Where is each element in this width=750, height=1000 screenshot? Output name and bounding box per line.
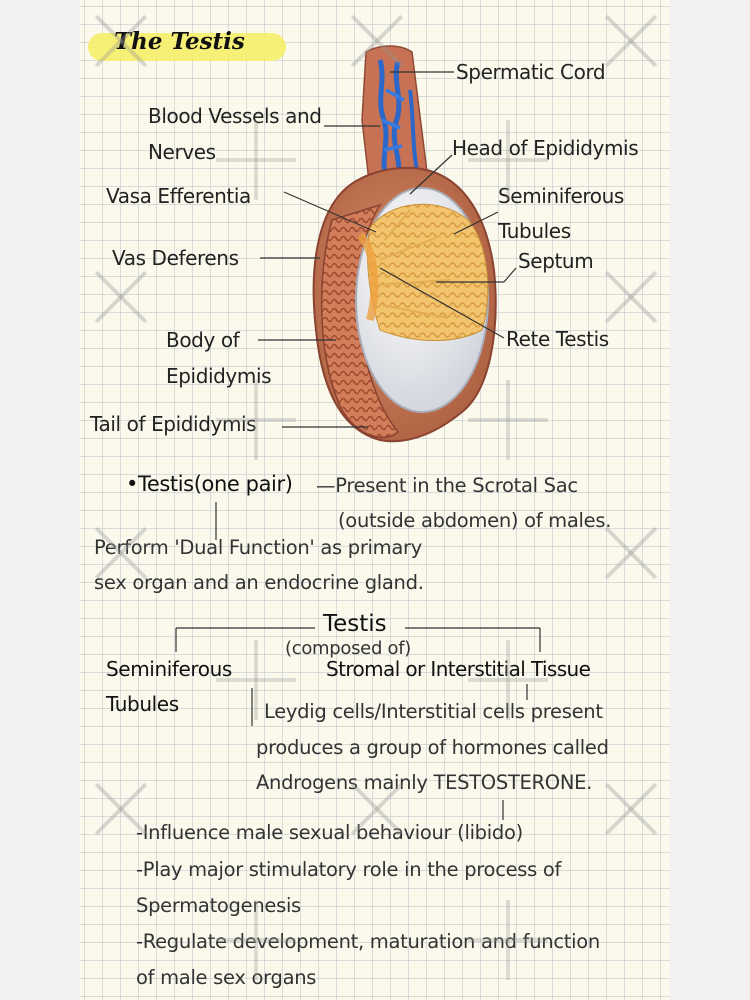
page-title: The Testis: [114, 28, 245, 55]
dual-function-line-2: sex organ and an endocrine gland.: [94, 571, 424, 594]
leydig-line-2: produces a group of hormones called: [256, 736, 609, 759]
present-line-1: —Present in the Scrotal Sac: [316, 474, 578, 497]
label-body-of: Body of: [166, 328, 240, 352]
function-item: of male sex organs: [136, 966, 317, 989]
dual-function-line-1: Perform 'Dual Function' as primary: [94, 536, 422, 559]
label-epididymis: Epididymis: [166, 364, 272, 388]
label-head-of-epididymis: Head of Epididymis: [452, 136, 639, 160]
testis-body-shape: [356, 188, 488, 412]
label-tail-of-epididymis: Tail of Epididymis: [90, 412, 257, 436]
composition-subheading: (composed of): [285, 638, 411, 659]
stromal-tissue: Stromal or Interstitial Tissue: [326, 657, 591, 681]
label-vas-deferens: Vas Deferens: [112, 246, 239, 270]
leydig-line-1: Leydig cells/Interstitial cells present: [264, 700, 603, 723]
label-rete-testis: Rete Testis: [506, 327, 609, 351]
label-nerves: Nerves: [148, 140, 216, 164]
function-item: -Regulate development, maturation and function: [136, 930, 600, 953]
present-line-2: (outside abdomen) of males.: [338, 509, 612, 532]
composition-heading: Testis: [323, 611, 387, 637]
label-blood-vessels: Blood Vessels and: [148, 104, 322, 128]
label-spermatic-cord: Spermatic Cord: [456, 60, 606, 84]
testis-bullet: •Testis(one pair): [126, 472, 293, 496]
label-seminiferous: Seminiferous: [498, 184, 624, 208]
seminiferous-tubules-line-1: Seminiferous: [106, 657, 232, 681]
notes-page: [80, 0, 670, 1000]
label-septum: Septum: [518, 249, 594, 273]
leydig-line-3: Androgens mainly TESTOSTERONE.: [256, 771, 593, 794]
function-item: Spermatogenesis: [136, 894, 301, 917]
label-tubules: Tubules: [498, 219, 571, 243]
function-item: -Play major stimulatory role in the process of: [136, 858, 562, 881]
function-item: -Influence male sexual behaviour (libido): [136, 821, 523, 844]
seminiferous-tubules-line-2: Tubules: [106, 692, 179, 716]
label-vasa-efferentia: Vasa Efferentia: [106, 184, 251, 208]
